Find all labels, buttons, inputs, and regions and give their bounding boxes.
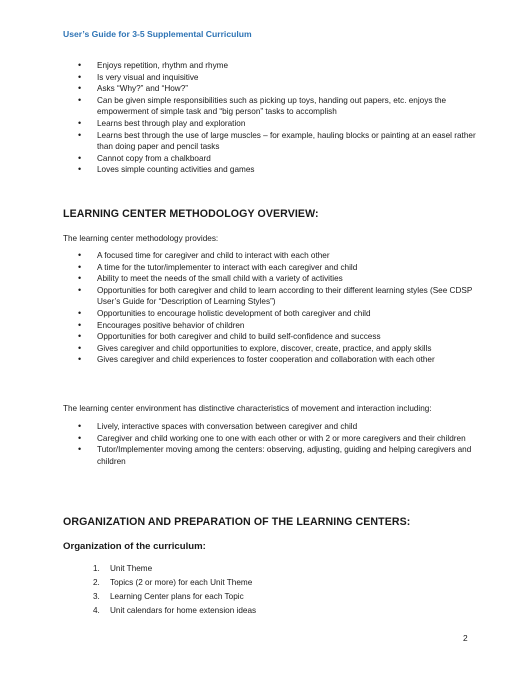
list-item: • Opportunities for both caregiver and child to build self-confidence and success: [78, 331, 478, 343]
section-heading-organization: ORGANIZATION AND PREPARATION OF THE LEARNING CENTERS:: [63, 516, 411, 528]
list-item: • Gives caregiver and child experiences to foster cooperation and collaboration with each other: [78, 354, 478, 366]
list-item: • A time for the tutor/implementer to interact with each caregiver and child: [78, 262, 478, 274]
numbered-item: [93, 577, 256, 589]
item-number: 2.: [93, 577, 100, 587]
item-text: Topics (2 or more) for each Unit Theme: [110, 577, 253, 587]
methodology-list: [78, 250, 478, 366]
list-item: • Tutor/Implementer moving among the centers: observing, adjusting, guiding and helping caregivers and children: [78, 444, 478, 467]
list-item: • Loves simple counting activities and games: [78, 164, 478, 176]
item-number: 4.: [93, 605, 100, 615]
list-item: • Ability to meet the needs of the small child with a variety of activities: [78, 273, 478, 285]
list-item: • Lively, interactive spaces with conversation between caregiver and child: [78, 421, 478, 433]
list-item: • Learns best through the use of large muscles – for example, hauling blocks or painting at an easel rather than doing paper and pencil tasks: [78, 130, 478, 153]
section-heading-methodology: LEARNING CENTER METHODOLOGY OVERVIEW:: [63, 208, 319, 220]
numbered-item: [93, 605, 256, 617]
list-item: • Is very visual and inquisitive: [78, 72, 478, 84]
item-text: Unit calendars for home extension ideas: [110, 605, 257, 615]
list-item: • A focused time for caregiver and child to interact with each other: [78, 250, 478, 262]
item-number: 1.: [93, 564, 100, 573]
item-text: Learning Center plans for each Topic: [110, 591, 244, 601]
list-item: • Asks “Why?” and “How?”: [78, 83, 478, 95]
list-item: • Cannot copy from a chalkboard: [78, 153, 478, 165]
methodology-intro: The learning center methodology provides:: [63, 234, 219, 243]
item-number: 3.: [93, 591, 100, 601]
child-traits-list: [78, 60, 478, 176]
environment-list: [78, 421, 478, 467]
numbered-item: [93, 591, 256, 603]
list-item: • Gives caregiver and child opportunities to explore, discover, create, practice, and apply skills: [78, 343, 478, 355]
subheading-curriculum: Organization of the curriculum:: [63, 541, 206, 552]
list-item: • Can be given simple responsibilities such as picking up toys, handing out papers, etc. enjoys the empowerment of simple task and “big person” tasks to accomplish: [78, 95, 478, 118]
environment-intro: The learning center environment has distinctive characteristics of movement and interaction including:: [63, 404, 432, 413]
list-item: • Caregiver and child working one to one with each other or with 2 or more caregivers and their children: [78, 433, 478, 445]
list-item: • Enjoys repetition, rhythm and rhyme: [78, 60, 478, 72]
list-item: • Encourages positive behavior of children: [78, 320, 478, 332]
numbered-item: [93, 563, 256, 575]
curriculum-list: [93, 563, 256, 619]
running-header: User’s Guide for 3-5 Supplemental Curriculum: [63, 29, 252, 39]
list-item: • Learns best through play and exploration: [78, 118, 478, 130]
page-number: 2: [463, 633, 468, 643]
list-item: • Opportunities for both caregiver and child to learn according to their different learning styles (See CDSP User’s Guide for “Description of Learning Styles”): [78, 285, 478, 308]
item-text: Unit Theme: [110, 564, 153, 573]
list-item: • Opportunities to encourage holistic development of both caregiver and child: [78, 308, 478, 320]
